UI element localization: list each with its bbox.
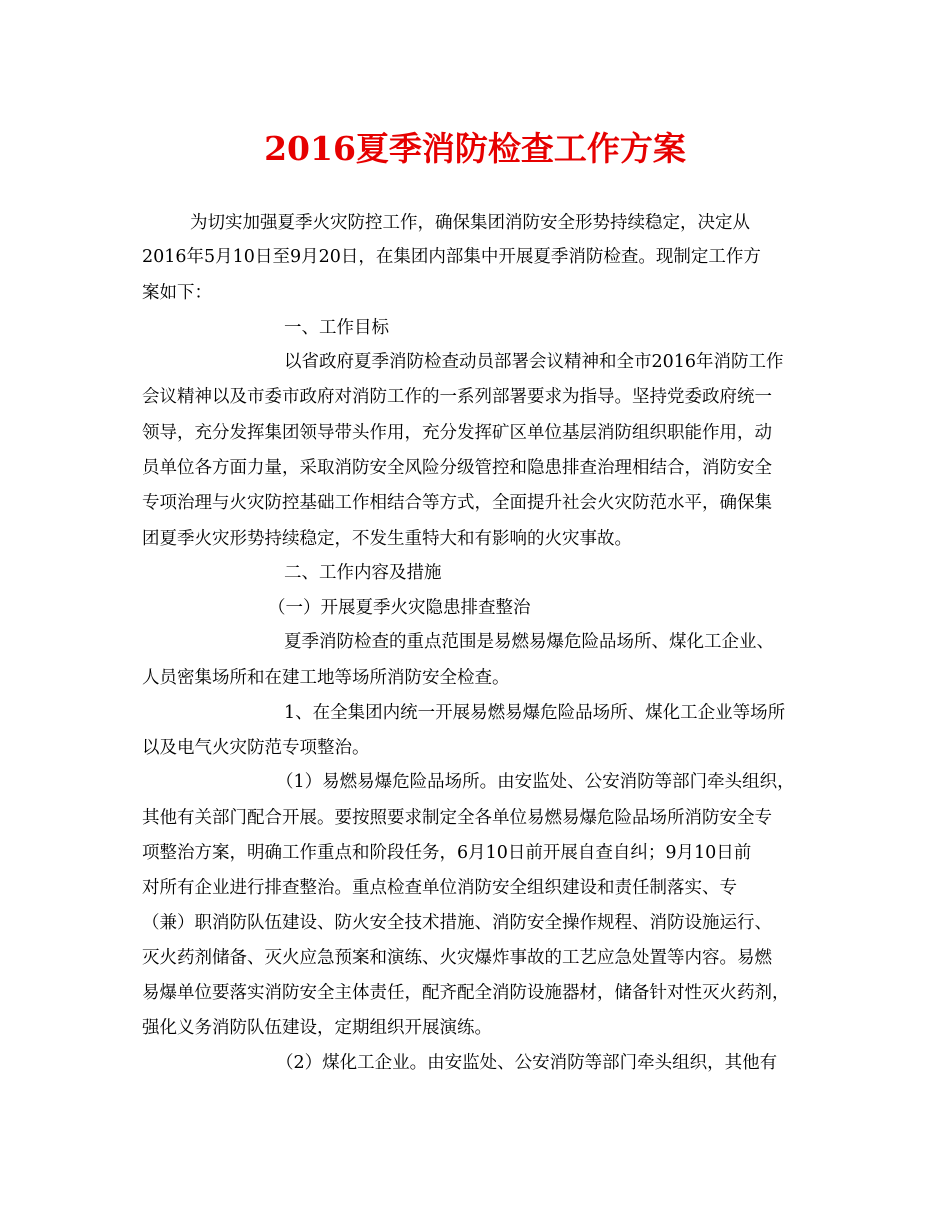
paragraph-line: 专项治理与火灾防控基础工作相结合等方式，全面提升社会火灾防范水平，确保集 [142,493,772,513]
paragraph-line: 团夏季火灾形势持续稳定，不发生重特大和有影响的火灾事故。 [142,529,632,549]
section-heading: 二、工作内容及措施 [284,563,442,583]
paragraph-line: 领导，充分发挥集团领导带头作用，充分发挥矿区单位基层消防组织职能作用，动 [142,423,772,443]
paragraph-line: 案如下： [142,283,212,303]
paragraph-line: 会议精神以及市委市政府对消防工作的一系列部署要求为指导。坚持党委政府统一 [142,387,772,407]
paragraph-line: 以及电气火灾防范专项整治。 [142,738,370,758]
paragraph-line: 易爆单位要落实消防安全主体责任，配齐配全消防设施器材，储备针对性灭火药剂， [142,983,790,1003]
paragraph-line: 员单位各方面力量，采取消防安全风险分级管控和隐患排查治理相结合，消防安全 [142,458,772,478]
paragraph-line: 以省政府夏季消防检查动员部署会议精神和全市2016年消防工作 [284,352,784,372]
paragraph-line: 其他有关部门配合开展。要按照要求制定全各单位易燃易爆危险品场所消防安全专 [142,808,772,828]
subsection-heading: （一）开展夏季火灾隐患排查整治 [268,598,531,618]
paragraph-line: 1、在全集团内统一开展易燃易爆危险品场所、煤化工企业等场所 [284,703,786,723]
paragraph-line: 为切实加强夏季火灾防控工作，确保集团消防安全形势持续稳定，决定从 [190,213,750,233]
paragraph-line: 夏季消防检查的重点范围是易燃易爆危险品场所、煤化工企业、 [284,632,774,652]
paragraph-line: 项整治方案，明确工作重点和阶段任务，6月10日前开展自查自纠；9月10日前 [142,843,752,863]
paragraph-line: （1）易燃易爆危险品场所。由安监处、公安消防等部门牵头组织， [276,772,795,792]
document-title: 2016夏季消防检查工作方案 [264,129,686,168]
paragraph-line: （兼）职消防队伍建设、防火安全技术措施、消防安全操作规程、消防设施运行、 [142,913,772,933]
paragraph-line: 强化义务消防队伍建设，定期组织开展演练。 [142,1018,492,1038]
paragraph-line: 对所有企业进行排查整治。重点检查单位消防安全组织建设和责任制落实、专 [142,878,737,898]
paragraph-line: （2）煤化工企业。由安监处、公安消防等部门牵头组织，其他有 [276,1053,778,1073]
section-heading: 一、工作目标 [284,318,389,338]
paragraph-line: 人员密集场所和在建工地等场所消防安全检查。 [142,668,510,688]
paragraph-line: 灭火药剂储备、灭火应急预案和演练、火灾爆炸事故的工艺应急处置等内容。易燃 [142,948,772,968]
paragraph-line: 2016年5月10日至9月20日，在集团内部集中开展夏季消防检查。现制定工作方 [142,247,761,267]
